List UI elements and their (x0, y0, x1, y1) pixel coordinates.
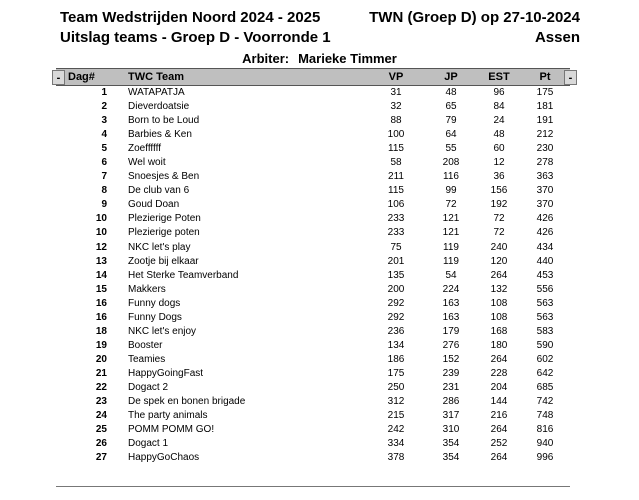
table-row (56, 114, 570, 128)
table-row (56, 100, 570, 114)
table-body (56, 86, 570, 465)
team-name-cell: Goud Doan (128, 199, 180, 211)
vp-cell: 215 (387, 410, 405, 422)
team-name-cell: Booster (128, 339, 163, 351)
vp-cell: 100 (387, 129, 405, 141)
table-row (56, 226, 570, 240)
table-row (56, 170, 570, 184)
est-cell: 264 (490, 452, 508, 464)
team-name-cell: POMM POMM GO! (128, 424, 215, 436)
rank-cell: 10 (95, 227, 107, 239)
jp-cell: 354 (442, 438, 460, 450)
est-cell: 156 (490, 185, 508, 197)
vp-cell: 134 (387, 339, 405, 351)
jp-cell: 99 (445, 185, 457, 197)
table-row (56, 283, 570, 297)
team-name-cell: Wel woit (128, 157, 166, 169)
points-cell: 563 (536, 311, 554, 323)
rank-cell: 3 (101, 115, 107, 127)
points-cell: 426 (536, 213, 554, 225)
team-name-cell: Dogact 1 (128, 438, 169, 450)
team-name-cell: HappyGoChaos (128, 452, 200, 464)
est-cell: 228 (490, 367, 508, 379)
table-row (56, 86, 570, 100)
rank-cell: 24 (95, 410, 107, 422)
team-name-cell: Makkers (128, 283, 166, 295)
est-cell: 264 (490, 424, 508, 436)
jp-cell: 286 (442, 396, 460, 408)
team-name-cell: Zootje bij elkaar (128, 255, 199, 267)
team-name-cell: De club van 6 (128, 185, 190, 197)
rank-cell: 8 (101, 185, 107, 197)
rank-cell: 5 (101, 143, 107, 155)
est-cell: 192 (490, 199, 508, 211)
column-header-pt: Pt (539, 71, 551, 83)
team-name-cell: Funny Dogs (128, 311, 182, 323)
est-cell: 96 (493, 87, 505, 98)
jp-cell: 119 (443, 255, 459, 267)
vp-cell: 175 (387, 367, 405, 379)
rank-cell: 9 (101, 199, 107, 211)
points-cell: 748 (536, 410, 554, 422)
table-row (56, 395, 570, 409)
points-cell: 602 (536, 353, 554, 365)
team-name-cell: NKC let's play (128, 241, 191, 253)
est-cell: 264 (490, 269, 508, 281)
vp-cell: 115 (388, 143, 404, 155)
rank-cell: 13 (95, 255, 107, 267)
rank-cell: 15 (95, 283, 107, 295)
column-header-est: EST (488, 71, 510, 83)
page-title: Team Wedstrijden Noord 2024 - 2025 (60, 9, 321, 26)
table-row (56, 128, 570, 142)
jp-cell: 79 (445, 115, 457, 127)
points-cell: 426 (536, 227, 554, 239)
results-table (56, 68, 573, 465)
jp-cell: 276 (442, 339, 460, 351)
page-subtitle: Uitslag teams - Groep D - Voorronde 1 (60, 29, 331, 46)
points-cell: 996 (536, 452, 554, 464)
vp-cell: 233 (387, 227, 405, 239)
table-row (56, 269, 570, 283)
vp-cell: 88 (390, 115, 402, 127)
vp-cell: 200 (387, 283, 405, 295)
points-cell: 440 (536, 255, 554, 267)
column-header-dag: Dag# (68, 71, 95, 83)
table-row (56, 451, 570, 465)
points-cell: 556 (536, 283, 554, 295)
jp-cell: 163 (442, 311, 460, 323)
team-name-cell: HappyGoingFast (128, 367, 204, 379)
jp-cell: 231 (442, 381, 460, 393)
rank-cell: 2 (101, 101, 107, 113)
vp-cell: 242 (387, 424, 405, 436)
team-name-cell: Plezierige poten (128, 227, 200, 239)
est-cell: 72 (493, 213, 505, 225)
points-cell: 940 (536, 438, 554, 450)
jp-cell: 163 (442, 297, 460, 309)
table-row (56, 142, 570, 156)
vp-cell: 292 (387, 297, 405, 309)
vp-cell: 31 (390, 87, 402, 98)
table-row (56, 184, 570, 198)
points-cell: 181 (536, 101, 554, 113)
team-name-cell: Born to be Loud (128, 115, 200, 127)
table-row (56, 353, 570, 367)
jp-cell: 121 (442, 213, 460, 225)
est-cell: 84 (493, 101, 505, 113)
table-row (56, 367, 570, 381)
collapse-right-button[interactable]: - (564, 70, 577, 85)
rank-cell: 4 (101, 129, 107, 141)
est-cell: 48 (493, 129, 505, 141)
vp-cell: 250 (387, 381, 405, 393)
jp-cell: 239 (442, 367, 460, 379)
table-row (56, 409, 570, 423)
team-name-cell: Het Sterke Teamverband (128, 269, 239, 281)
vp-cell: 115 (388, 185, 404, 197)
est-cell: 72 (493, 227, 505, 239)
points-cell: 642 (536, 367, 554, 379)
rank-cell: 26 (95, 438, 107, 450)
rank-cell: 22 (95, 381, 107, 393)
jp-cell: 224 (442, 283, 460, 295)
team-name-cell: Teamies (128, 353, 166, 365)
table-row (56, 212, 570, 226)
rank-cell: 23 (95, 396, 107, 408)
est-cell: 180 (490, 339, 508, 351)
table-row (56, 311, 570, 325)
team-name-cell: De spek en bonen brigade (128, 396, 246, 408)
table-bottom-rule (56, 486, 570, 487)
rank-cell: 21 (95, 367, 107, 379)
est-cell: 264 (490, 353, 508, 365)
est-cell: 252 (490, 438, 508, 450)
table-row (56, 255, 570, 269)
est-cell: 24 (493, 115, 505, 127)
jp-cell: 317 (442, 410, 460, 422)
team-name-cell: WATAPATJA (128, 87, 185, 98)
rank-cell: 10 (95, 213, 107, 225)
table-header (56, 68, 573, 86)
jp-cell: 354 (442, 452, 460, 464)
group-date-title: TWN (Groep D) op 27-10-2024 (369, 9, 580, 26)
rank-cell: 6 (101, 157, 107, 169)
est-cell: 108 (490, 297, 508, 309)
est-cell: 204 (490, 381, 508, 393)
est-cell: 216 (490, 410, 508, 422)
rank-cell: 1 (101, 87, 107, 98)
vp-cell: 211 (388, 171, 404, 183)
rank-cell: 12 (95, 241, 107, 253)
vp-cell: 75 (390, 241, 402, 253)
team-name-cell: Barbies & Ken (128, 129, 192, 141)
rank-cell: 25 (95, 424, 107, 436)
vp-cell: 312 (387, 396, 405, 408)
vp-cell: 201 (387, 255, 405, 267)
rank-cell: 16 (95, 311, 107, 323)
rank-cell: 18 (95, 325, 107, 337)
arbiter-line (0, 51, 639, 66)
points-cell: 434 (536, 241, 554, 253)
est-cell: 132 (490, 283, 508, 295)
vp-cell: 186 (387, 353, 405, 365)
team-name-cell: Plezierige Poten (128, 213, 201, 225)
table-row (56, 241, 570, 255)
jp-cell: 55 (445, 143, 457, 155)
est-cell: 12 (493, 157, 505, 169)
points-cell: 453 (536, 269, 554, 281)
column-header-jp: JP (444, 71, 458, 83)
points-cell: 590 (536, 339, 554, 351)
column-header-team: TWC Team (128, 71, 185, 83)
points-cell: 230 (536, 143, 554, 155)
jp-cell: 208 (442, 157, 460, 169)
table-row (56, 423, 570, 437)
jp-cell: 179 (442, 325, 460, 337)
points-cell: 370 (536, 185, 554, 197)
team-name-cell: Snoesjes & Ben (128, 171, 200, 183)
points-cell: 278 (536, 157, 554, 169)
rank-cell: 19 (95, 339, 107, 351)
vp-cell: 233 (387, 213, 405, 225)
arbiter-label: Arbiter: (242, 51, 290, 66)
jp-cell: 54 (445, 269, 457, 281)
table-row (56, 156, 570, 170)
table-row (56, 297, 570, 311)
jp-cell: 116 (443, 171, 459, 183)
est-cell: 144 (490, 396, 508, 408)
table-row (56, 339, 570, 353)
est-cell: 108 (490, 311, 508, 323)
est-cell: 240 (490, 241, 508, 253)
table-row (56, 437, 570, 451)
rank-cell: 16 (95, 297, 107, 309)
points-cell: 685 (536, 381, 554, 393)
vp-cell: 236 (387, 325, 405, 337)
points-cell: 370 (536, 199, 554, 211)
points-cell: 816 (536, 424, 554, 436)
points-cell: 583 (536, 325, 554, 337)
collapse-left-button[interactable]: - (52, 70, 65, 85)
points-cell: 363 (536, 171, 554, 183)
vp-cell: 292 (387, 311, 405, 323)
jp-cell: 152 (442, 353, 460, 365)
est-cell: 168 (490, 325, 508, 337)
jp-cell: 310 (442, 424, 460, 436)
location-label: Assen (534, 29, 580, 46)
team-name-cell: Dogact 2 (128, 381, 169, 393)
est-cell: 60 (493, 143, 505, 155)
points-cell: 191 (536, 115, 554, 127)
table-row (56, 198, 570, 212)
points-cell: 212 (536, 129, 554, 141)
team-name-cell: NKC let's enjoy (128, 325, 197, 337)
vp-cell: 135 (387, 269, 405, 281)
vp-cell: 334 (387, 438, 405, 450)
est-cell: 120 (490, 255, 508, 267)
points-cell: 742 (536, 396, 554, 408)
vp-cell: 58 (390, 157, 402, 169)
jp-cell: 65 (445, 101, 457, 113)
jp-cell: 64 (445, 129, 457, 141)
points-cell: 563 (536, 297, 554, 309)
jp-cell: 121 (442, 227, 460, 239)
table-row (56, 325, 570, 339)
jp-cell: 48 (445, 87, 457, 98)
rank-cell: 14 (95, 269, 107, 281)
vp-cell: 32 (390, 101, 402, 113)
rank-cell: 20 (95, 353, 107, 365)
table-row (56, 381, 570, 395)
arbiter-name: Marieke Timmer (298, 51, 397, 66)
jp-cell: 72 (445, 199, 457, 211)
rank-cell: 27 (95, 452, 107, 464)
vp-cell: 106 (387, 199, 405, 211)
team-name-cell: Funny dogs (128, 297, 181, 309)
jp-cell: 119 (443, 241, 459, 253)
column-header-vp: VP (388, 71, 404, 83)
est-cell: 36 (493, 171, 505, 183)
rank-cell: 7 (101, 171, 107, 183)
team-name-cell: The party animals (128, 410, 208, 422)
vp-cell: 378 (387, 452, 405, 464)
points-cell: 175 (536, 87, 554, 98)
team-name-cell: Dieverdoatsie (128, 101, 190, 113)
team-name-cell: Zoeffffff (128, 143, 161, 155)
